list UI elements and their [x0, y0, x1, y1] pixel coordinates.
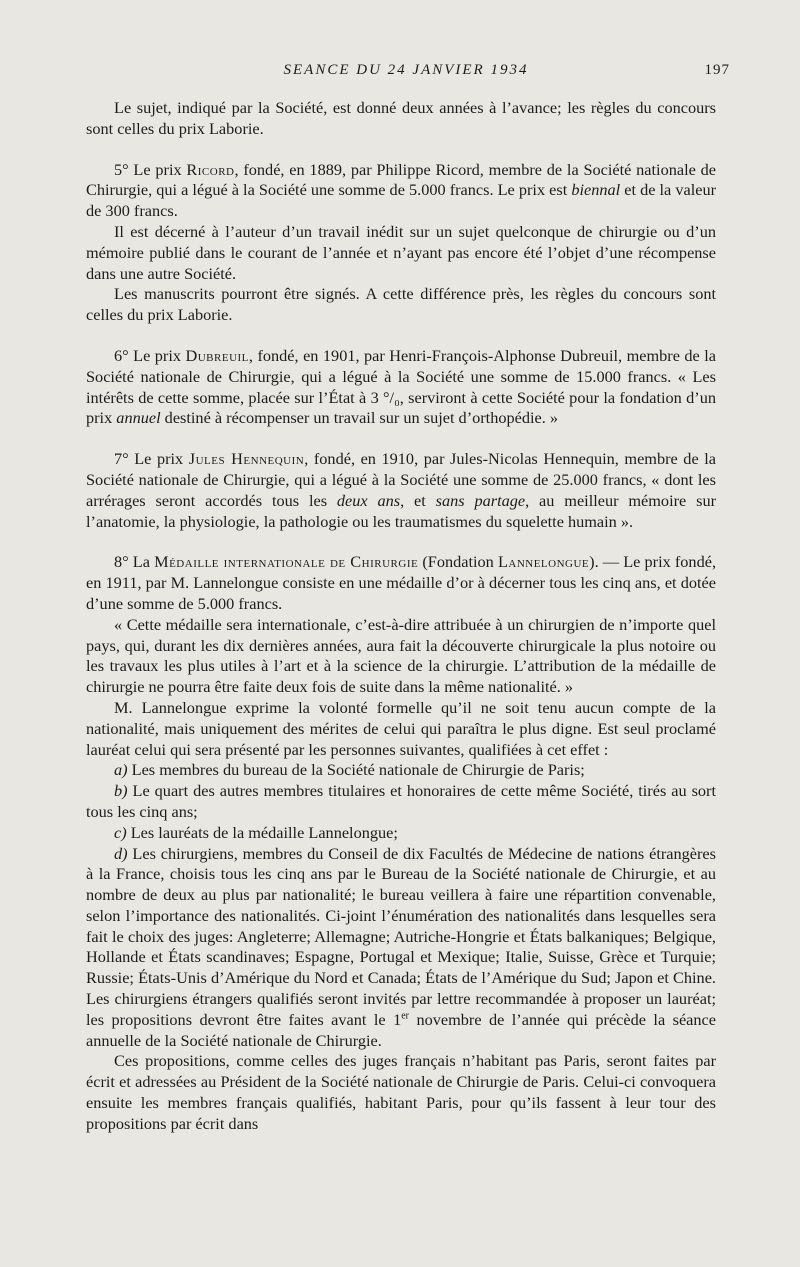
- prize-name: Jules Hennequin: [188, 449, 305, 469]
- running-title: SEANCE DU 24 JANVIER 1934: [283, 62, 529, 78]
- prize-name: Dubreuil: [185, 345, 249, 365]
- paragraph-medaille-internationale: 8° La Médaille internationale de Chirurgie (Fondation Lannelongue). — Le prix fondé, en 1911, par M. Lannelongue consiste en une médaille d’or à décerner tous les cinq ans, et dotée d’une somme de 5.000 francs.: [86, 552, 717, 613]
- prize-name: Ricord: [186, 159, 235, 179]
- paragraph: Les manuscrits pourront être signés. A cette différence près, les règles du concours sont celles du prix Laborie.: [86, 284, 716, 325]
- paragraph: M. Lannelongue exprime la volonté formelle qu’il ne soit tenu aucun compte de la nationalité, mais uniquement des mérites de celui qui paraîtra le plus digne. Est seul proclamé lauréat celui qui sera présenté par les personnes suivantes, qualifiées à cet effet :: [86, 697, 716, 759]
- list-item: c) Les lauréats de la médaille Lannelongue;: [114, 822, 398, 842]
- list-item: b) Le quart des autres membres titulaires et honoraires de cette même Société, tirés au sort tous les cinq ans;: [86, 781, 716, 821]
- paragraph-prix-dubreuil: 6° Le prix Dubreuil, fondé, en 1901, par Henri-François-Alphonse Dubreuil, membre de la Société nationale de Chirurgie, qui a légué à la Société une somme de 15.000 francs. « Les intérêts de cette somme, placée sur l’État à 3 °/₀, serviront à cette Société pour la fondation d’un prix annuel destiné à récompenser un travail sur un sujet d’orthopédie. »: [86, 345, 716, 428]
- paragraph-prix-hennequin: 7° Le prix Jules Hennequin, fondé, en 1910, par Jules-Nicolas Hennequin, membre de la Société nationale de Chirurgie, qui a légué à la Société une somme de 25.000 francs, « dont les arrérages seront accordés tous les deux ans, et sans partage, au meilleur mémoire sur l’anatomie, la physiologie, la pathologie ou les traumatismes du squelette humain ».: [86, 449, 717, 531]
- paragraph-prix-ricord: 5° Le prix Ricord, fondé, en 1889, par Philippe Ricord, membre de la Société nationale de Chirurgie, qui a légué à la Société une somme de 5.000 francs. Le prix est biennal et de la valeur de 300 francs.: [86, 159, 717, 221]
- page-number: 197: [704, 62, 730, 78]
- list-item: a) Les membres du bureau de la Société nationale de Chirurgie de Paris;: [114, 760, 585, 780]
- paragraph: Il est décerné à l’auteur d’un travail inédit sur un sujet quelconque de chirurgie ou d’un mémoire publié dans le courant de l’année et n’ayant pas encore été l’objet d’une récompense dans une autre Société.: [86, 221, 716, 283]
- list-item: d) Les chirurgiens, membres du Conseil de dix Facultés de Médecine de nations étrangères à la France, choisis tous les cinq ans par le Bureau de la Société nationale de Chirurgie, et au nombre de deux au plus par nationalité; le bureau veillera à faire une répartition convenable, selon l’importance des nationalités. Ci-joint l’énumération des nationalités dans lesquelles sera fait le choix des juges: Angleterre; Allemagne; Autriche-Hongrie et États balkaniques; Belgique, Hollande et États scandinaves; Espagne, Portugal et Mexique; Italie, Suisse, Grèce et Turquie; Russie; États-Unis d’Amérique du Nord et Canada; États de l’Amérique du Sud; Japon et Chine. Les chirurgiens étrangers qualifiés seront invités par lettre recommandée à proposer un lauréat; les propositions devront être faites avant le 1er novembre de l’année qui précède la séance annuelle de la Société nationale de Chirurgie.: [86, 843, 716, 1050]
- running-header: [86, 58, 730, 84]
- prize-name: Médaille internationale de Chirurgie: [154, 552, 419, 572]
- paragraph: Ces propositions, comme celles des juges français n’habitant pas Paris, seront faites par écrit et adressées au Président de la Société nationale de Chirurgie de Paris. Celui-ci convoquera ensuite les membres français qualifiés, habitant Paris, pour qu’ils fassent à leur tour des propositions par écrit dans: [86, 1051, 716, 1133]
- paragraph: « Cette médaille sera internationale, c’est-à-dire attribuée à un chirurgien de n’importe quel pays, qui, durant les dix dernières années, aura fait la découverte chirurgicale la plus notoire ou les travaux les plus utiles à l’art et à la science de la chirurgie. L’attribution de la médaille de chirurgie ne pourra être faite deux fois de suite dans la même nationalité. »: [86, 614, 716, 697]
- paragraph: Le sujet, indiqué par la Société, est donné deux années à l’avance; les règles du concours sont celles du prix Laborie.: [86, 98, 716, 138]
- body-text: [86, 98, 716, 1135]
